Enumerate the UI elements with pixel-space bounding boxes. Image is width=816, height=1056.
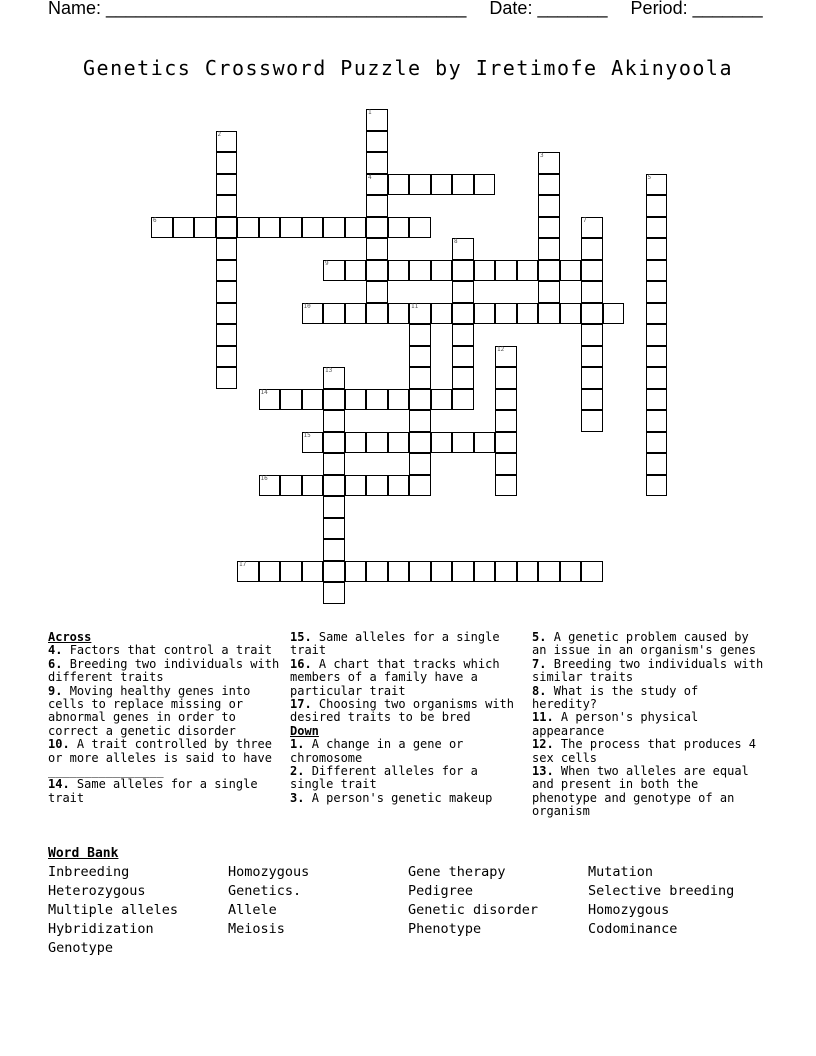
clue-number: 9. xyxy=(48,683,63,698)
crossword-cell[interactable] xyxy=(259,475,281,497)
crossword-cell[interactable] xyxy=(302,303,324,325)
crossword-cell[interactable] xyxy=(366,389,388,411)
crossword-cell[interactable] xyxy=(216,195,238,217)
crossword-cell[interactable] xyxy=(345,303,367,325)
crossword-cell[interactable] xyxy=(323,432,345,454)
crossword-cell[interactable] xyxy=(409,324,431,346)
crossword-cell[interactable] xyxy=(409,174,431,196)
crossword-cell[interactable] xyxy=(323,496,345,518)
crossword-cell[interactable] xyxy=(581,238,603,260)
word-bank-item: Meiosis xyxy=(228,921,285,937)
crossword-cell[interactable] xyxy=(646,410,668,432)
crossword-cell[interactable] xyxy=(237,561,259,583)
clue-across-10 xyxy=(48,738,284,778)
clue-text: Factors that control a trait xyxy=(69,643,272,658)
crossword-cell[interactable] xyxy=(538,238,560,260)
crossword-cell[interactable] xyxy=(452,303,474,325)
crossword-cell[interactable] xyxy=(366,217,388,239)
clue-text: A change in a gene or chromosome xyxy=(290,737,464,765)
word-bank-item: Hybridization xyxy=(48,921,154,937)
crossword-cell[interactable] xyxy=(646,389,668,411)
cell-number: 15 xyxy=(303,431,311,439)
crossword-cell[interactable] xyxy=(581,260,603,282)
crossword-cell[interactable] xyxy=(323,260,345,282)
crossword-cell[interactable] xyxy=(194,217,216,239)
crossword-cell[interactable] xyxy=(216,324,238,346)
crossword-cell[interactable] xyxy=(495,389,517,411)
crossword-cell[interactable] xyxy=(280,561,302,583)
crossword-cell[interactable] xyxy=(581,367,603,389)
crossword-cell[interactable] xyxy=(452,324,474,346)
crossword-cell[interactable] xyxy=(495,453,517,475)
crossword-cell[interactable] xyxy=(409,260,431,282)
clue-down-8 xyxy=(532,685,768,712)
word-bank-item: Codominance xyxy=(588,921,678,937)
crossword-cell[interactable] xyxy=(366,152,388,174)
crossword-cell[interactable] xyxy=(431,174,453,196)
clue-number: 11. xyxy=(532,710,554,725)
crossword-cell[interactable] xyxy=(409,410,431,432)
clue-text: What is the study of heredity? xyxy=(532,683,699,712)
cell-number: 4 xyxy=(368,173,372,181)
clue-text: When two alleles are equal and present in both the phenotype and genotype of an organism xyxy=(532,764,749,819)
word-bank-item: Pedigree xyxy=(408,883,474,899)
crossword-cell[interactable] xyxy=(646,475,668,497)
clue-text: Breeding two individuals with similar traits xyxy=(532,656,764,685)
clue-text: A chart that tracks which members of a family have a particular trait xyxy=(290,656,500,698)
crossword-cell[interactable] xyxy=(323,475,345,497)
crossword-cell[interactable] xyxy=(431,389,453,411)
crossword-cell[interactable] xyxy=(259,561,281,583)
crossword-cell[interactable] xyxy=(538,281,560,303)
crossword-cell[interactable] xyxy=(581,561,603,583)
cell-number: 8 xyxy=(454,238,458,245)
clue-number: 15. xyxy=(290,630,312,644)
crossword-cell[interactable] xyxy=(646,367,668,389)
crossword-cell[interactable] xyxy=(646,453,668,475)
crossword-cell[interactable] xyxy=(452,367,474,389)
clue-down-2 xyxy=(290,765,526,792)
crossword-cell[interactable] xyxy=(538,303,560,325)
crossword-cell[interactable] xyxy=(560,561,582,583)
cell-number: 7 xyxy=(583,216,587,224)
crossword-cell[interactable] xyxy=(452,432,474,454)
crossword-cell[interactable] xyxy=(323,410,345,432)
crossword-cell[interactable] xyxy=(302,389,324,411)
crossword-cell[interactable] xyxy=(323,389,345,411)
crossword-cell[interactable] xyxy=(388,475,410,497)
crossword-cell[interactable] xyxy=(581,281,603,303)
crossword-cell[interactable] xyxy=(646,281,668,303)
clue-text: A person's physical appearance xyxy=(532,710,699,738)
clues-column-3 xyxy=(532,631,768,819)
crossword-cell[interactable] xyxy=(452,346,474,368)
word-bank-item: Multiple alleles xyxy=(48,902,179,918)
crossword-cell[interactable] xyxy=(538,152,560,174)
crossword-cell[interactable] xyxy=(517,561,539,583)
crossword-cell[interactable] xyxy=(409,389,431,411)
clues-column-2 xyxy=(290,631,526,805)
period-field-label[interactable]: Period: _______ xyxy=(630,0,763,18)
student-info-header xyxy=(48,0,781,19)
clue-number: 4. xyxy=(48,643,63,658)
clue-text: Different alleles for a single trait xyxy=(290,764,478,792)
crossword-cell[interactable] xyxy=(237,217,259,239)
crossword-cell[interactable] xyxy=(409,453,431,475)
clue-number: 17. xyxy=(290,697,312,712)
crossword-cell[interactable] xyxy=(323,518,345,540)
word-bank-item: Allele xyxy=(228,902,277,918)
crossword-cell[interactable] xyxy=(452,281,474,303)
crossword-cell[interactable] xyxy=(646,303,668,325)
crossword-cell[interactable] xyxy=(581,217,603,239)
crossword-cell[interactable] xyxy=(302,217,324,239)
clue-across-17 xyxy=(290,698,526,725)
clue-text: A trait controlled by three or more alleles is said to have ________________ xyxy=(48,737,272,779)
crossword-cell[interactable] xyxy=(581,346,603,368)
cell-number: 11 xyxy=(411,302,419,310)
crossword-cell[interactable] xyxy=(431,432,453,454)
crossword-cell[interactable] xyxy=(280,217,302,239)
clue-down-7 xyxy=(532,658,768,685)
word-bank-item: Selective breeding xyxy=(588,883,735,899)
crossword-cell[interactable] xyxy=(431,303,453,325)
crossword-cell[interactable] xyxy=(431,561,453,583)
crossword-cell[interactable] xyxy=(216,238,238,260)
clue-text: Breeding two individuals with different traits xyxy=(48,656,280,685)
crossword-cell[interactable] xyxy=(474,561,496,583)
word-bank xyxy=(48,864,788,956)
clue-across-6 xyxy=(48,658,284,685)
crossword-cell[interactable] xyxy=(409,432,431,454)
crossword-cell[interactable] xyxy=(173,217,195,239)
crossword-cell[interactable] xyxy=(581,389,603,411)
crossword-cell[interactable] xyxy=(216,281,238,303)
crossword-cell[interactable] xyxy=(538,195,560,217)
clue-text: Same alleles for a single trait xyxy=(290,630,500,658)
crossword-cell[interactable] xyxy=(259,217,281,239)
clue-number: 10. xyxy=(48,737,70,752)
clue-across-4 xyxy=(48,644,284,657)
crossword-cell[interactable] xyxy=(560,260,582,282)
crossword-cell[interactable] xyxy=(409,217,431,239)
crossword-cell[interactable] xyxy=(560,303,582,325)
word-bank-item: Inbreeding xyxy=(48,864,130,880)
crossword-cell[interactable] xyxy=(366,561,388,583)
clue-number: 13. xyxy=(532,764,554,779)
crossword-cell[interactable] xyxy=(538,174,560,196)
crossword-cell[interactable] xyxy=(366,195,388,217)
crossword-cell[interactable] xyxy=(323,303,345,325)
crossword-cell[interactable] xyxy=(452,238,474,260)
clue-down-13 xyxy=(532,765,768,819)
crossword-cell[interactable] xyxy=(474,303,496,325)
crossword-cell[interactable] xyxy=(345,432,367,454)
clue-number: 16. xyxy=(290,656,312,671)
crossword-cell[interactable] xyxy=(517,303,539,325)
crossword-cell[interactable] xyxy=(581,303,603,325)
crossword-cell[interactable] xyxy=(323,539,345,561)
crossword-cell[interactable] xyxy=(366,303,388,325)
crossword-cell[interactable] xyxy=(517,260,539,282)
cell-number: 1 xyxy=(368,109,372,116)
clue-down-11 xyxy=(532,711,768,738)
crossword-cell[interactable] xyxy=(388,217,410,239)
clue-across-15 xyxy=(290,631,526,658)
clue-number: 6. xyxy=(48,656,63,671)
crossword-cell[interactable] xyxy=(345,217,367,239)
crossword-cell[interactable] xyxy=(388,389,410,411)
clues-column-1 xyxy=(48,631,284,805)
crossword-cell[interactable] xyxy=(646,324,668,346)
crossword-cell[interactable] xyxy=(345,260,367,282)
word-bank-item: Homozygous xyxy=(228,864,310,880)
word-bank-item: Heterozygous xyxy=(48,883,146,899)
crossword-cell[interactable] xyxy=(280,389,302,411)
crossword-cell[interactable] xyxy=(345,475,367,497)
clue-text: A person's genetic makeup xyxy=(311,790,493,805)
crossword-cell[interactable] xyxy=(216,217,238,239)
date-field-label[interactable]: Date: _______ xyxy=(489,0,608,18)
clue-text: Choosing two organisms with desired traits to be bred xyxy=(290,697,514,725)
word-bank-title: Word Bank xyxy=(48,846,119,861)
crossword-cell[interactable] xyxy=(366,174,388,196)
crossword-cell[interactable] xyxy=(323,561,345,583)
clue-number: 5. xyxy=(532,630,547,644)
clue-across-16 xyxy=(290,658,526,698)
across-heading: Across xyxy=(48,630,92,644)
clue-number: 14. xyxy=(48,777,70,792)
crossword-cell[interactable] xyxy=(366,432,388,454)
crossword-cell[interactable] xyxy=(216,131,238,153)
word-bank-item: Homozygous xyxy=(588,902,670,918)
crossword-cell[interactable] xyxy=(452,174,474,196)
crossword-cell[interactable] xyxy=(646,195,668,217)
down-heading: Down xyxy=(290,723,319,738)
crossword-cell[interactable] xyxy=(646,174,668,196)
crossword-cell[interactable] xyxy=(431,260,453,282)
crossword-cell[interactable] xyxy=(323,217,345,239)
crossword-cell[interactable] xyxy=(280,475,302,497)
cell-number: 3 xyxy=(540,152,544,159)
crossword-cell[interactable] xyxy=(474,174,496,196)
clue-number: 8. xyxy=(532,683,547,698)
crossword-cell[interactable] xyxy=(216,367,238,389)
crossword-cell[interactable] xyxy=(409,367,431,389)
crossword-cell[interactable] xyxy=(495,410,517,432)
crossword-cell[interactable] xyxy=(409,303,431,325)
crossword-cell[interactable] xyxy=(409,475,431,497)
name-field-label[interactable]: Name: ____________________________________ xyxy=(48,0,467,18)
crossword-cell[interactable] xyxy=(538,217,560,239)
clue-text: A genetic problem caused by an issue in an organism's genes xyxy=(532,630,756,658)
crossword-cell[interactable] xyxy=(216,174,238,196)
cell-number: 16 xyxy=(260,474,268,482)
crossword-cell[interactable] xyxy=(259,389,281,411)
word-bank-item: Gene therapy xyxy=(408,864,506,880)
crossword-cell[interactable] xyxy=(452,389,474,411)
crossword-cell[interactable] xyxy=(323,453,345,475)
crossword-cell[interactable] xyxy=(345,561,367,583)
clue-number: 7. xyxy=(532,656,547,671)
crossword-cell[interactable] xyxy=(495,475,517,497)
crossword-cell[interactable] xyxy=(474,260,496,282)
crossword-cell[interactable] xyxy=(216,346,238,368)
crossword-cell[interactable] xyxy=(452,260,474,282)
word-bank-item: Genotype xyxy=(48,940,114,956)
crossword-cell[interactable] xyxy=(302,432,324,454)
crossword-cell[interactable] xyxy=(388,561,410,583)
clue-down-12 xyxy=(532,738,768,765)
crossword-cell[interactable] xyxy=(216,303,238,325)
crossword-cell[interactable] xyxy=(366,281,388,303)
crossword-cell[interactable] xyxy=(388,303,410,325)
word-bank-item: Genetic disorder xyxy=(408,902,539,918)
cell-number: 6 xyxy=(153,216,157,224)
clue-across-14 xyxy=(48,778,284,805)
crossword-cell[interactable] xyxy=(323,367,345,389)
crossword-cell[interactable] xyxy=(366,131,388,153)
cell-number: 10 xyxy=(303,302,311,310)
crossword-cell[interactable] xyxy=(302,561,324,583)
crossword-cell[interactable] xyxy=(151,217,173,239)
crossword-cell[interactable] xyxy=(495,346,517,368)
crossword-cell[interactable] xyxy=(538,561,560,583)
page-title: Genetics Crossword Puzzle by Iretimofe Akinyoola xyxy=(83,56,733,80)
crossword-cell[interactable] xyxy=(388,432,410,454)
crossword-cell[interactable] xyxy=(366,238,388,260)
crossword-cell[interactable] xyxy=(495,260,517,282)
crossword-cell[interactable] xyxy=(216,260,238,282)
clue-text: The process that produces 4 sex cells xyxy=(532,737,756,765)
word-bank-item: Genetics. xyxy=(228,883,302,899)
clue-down-5 xyxy=(532,631,768,658)
cell-number: 17 xyxy=(239,560,247,568)
clue-number: 2. xyxy=(290,764,305,779)
crossword-cell[interactable] xyxy=(538,260,560,282)
cell-number: 2 xyxy=(217,130,222,138)
crossword-cell[interactable] xyxy=(366,260,388,282)
clue-down-1 xyxy=(290,738,526,765)
crossword-cell[interactable] xyxy=(495,367,517,389)
word-bank-item: Mutation xyxy=(588,864,654,880)
crossword-cell[interactable] xyxy=(474,432,496,454)
crossword-cell[interactable] xyxy=(603,303,625,325)
crossword-cell[interactable] xyxy=(646,260,668,282)
clue-text: Moving healthy genes into cells to replace missing or abnormal genes in order to correct a genetic disorder xyxy=(48,683,251,738)
clue-number: 12. xyxy=(532,737,554,752)
cell-number: 5 xyxy=(647,173,652,181)
crossword-cell[interactable] xyxy=(452,561,474,583)
crossword-cell[interactable] xyxy=(323,582,345,604)
crossword-cell[interactable] xyxy=(646,346,668,368)
crossword-cell[interactable] xyxy=(646,217,668,239)
crossword-cell[interactable] xyxy=(495,561,517,583)
cell-number: 13 xyxy=(325,367,333,374)
clue-number: 1. xyxy=(290,737,305,752)
crossword-cell[interactable] xyxy=(581,410,603,432)
crossword-cell[interactable] xyxy=(388,260,410,282)
crossword-cell[interactable] xyxy=(581,324,603,346)
clue-down-3 xyxy=(290,792,526,805)
crossword-cell[interactable] xyxy=(388,174,410,196)
crossword-cell[interactable] xyxy=(216,152,238,174)
crossword-cell[interactable] xyxy=(366,109,388,131)
crossword-cell[interactable] xyxy=(495,432,517,454)
cell-number: 14 xyxy=(260,388,268,396)
word-bank-item: Phenotype xyxy=(408,921,482,937)
crossword-cell[interactable] xyxy=(366,475,388,497)
crossword-cell[interactable] xyxy=(495,303,517,325)
crossword-cell[interactable] xyxy=(646,238,668,260)
cell-number: 12 xyxy=(497,345,505,353)
crossword-cell[interactable] xyxy=(409,346,431,368)
crossword-cell[interactable] xyxy=(409,561,431,583)
cell-number: 9 xyxy=(325,259,329,267)
crossword-cell[interactable] xyxy=(646,432,668,454)
clue-number: 3. xyxy=(290,790,305,805)
crossword-cell[interactable] xyxy=(302,475,324,497)
clue-text: Same alleles for a single trait xyxy=(48,777,258,805)
crossword-cell[interactable] xyxy=(345,389,367,411)
clue-across-9 xyxy=(48,685,284,739)
